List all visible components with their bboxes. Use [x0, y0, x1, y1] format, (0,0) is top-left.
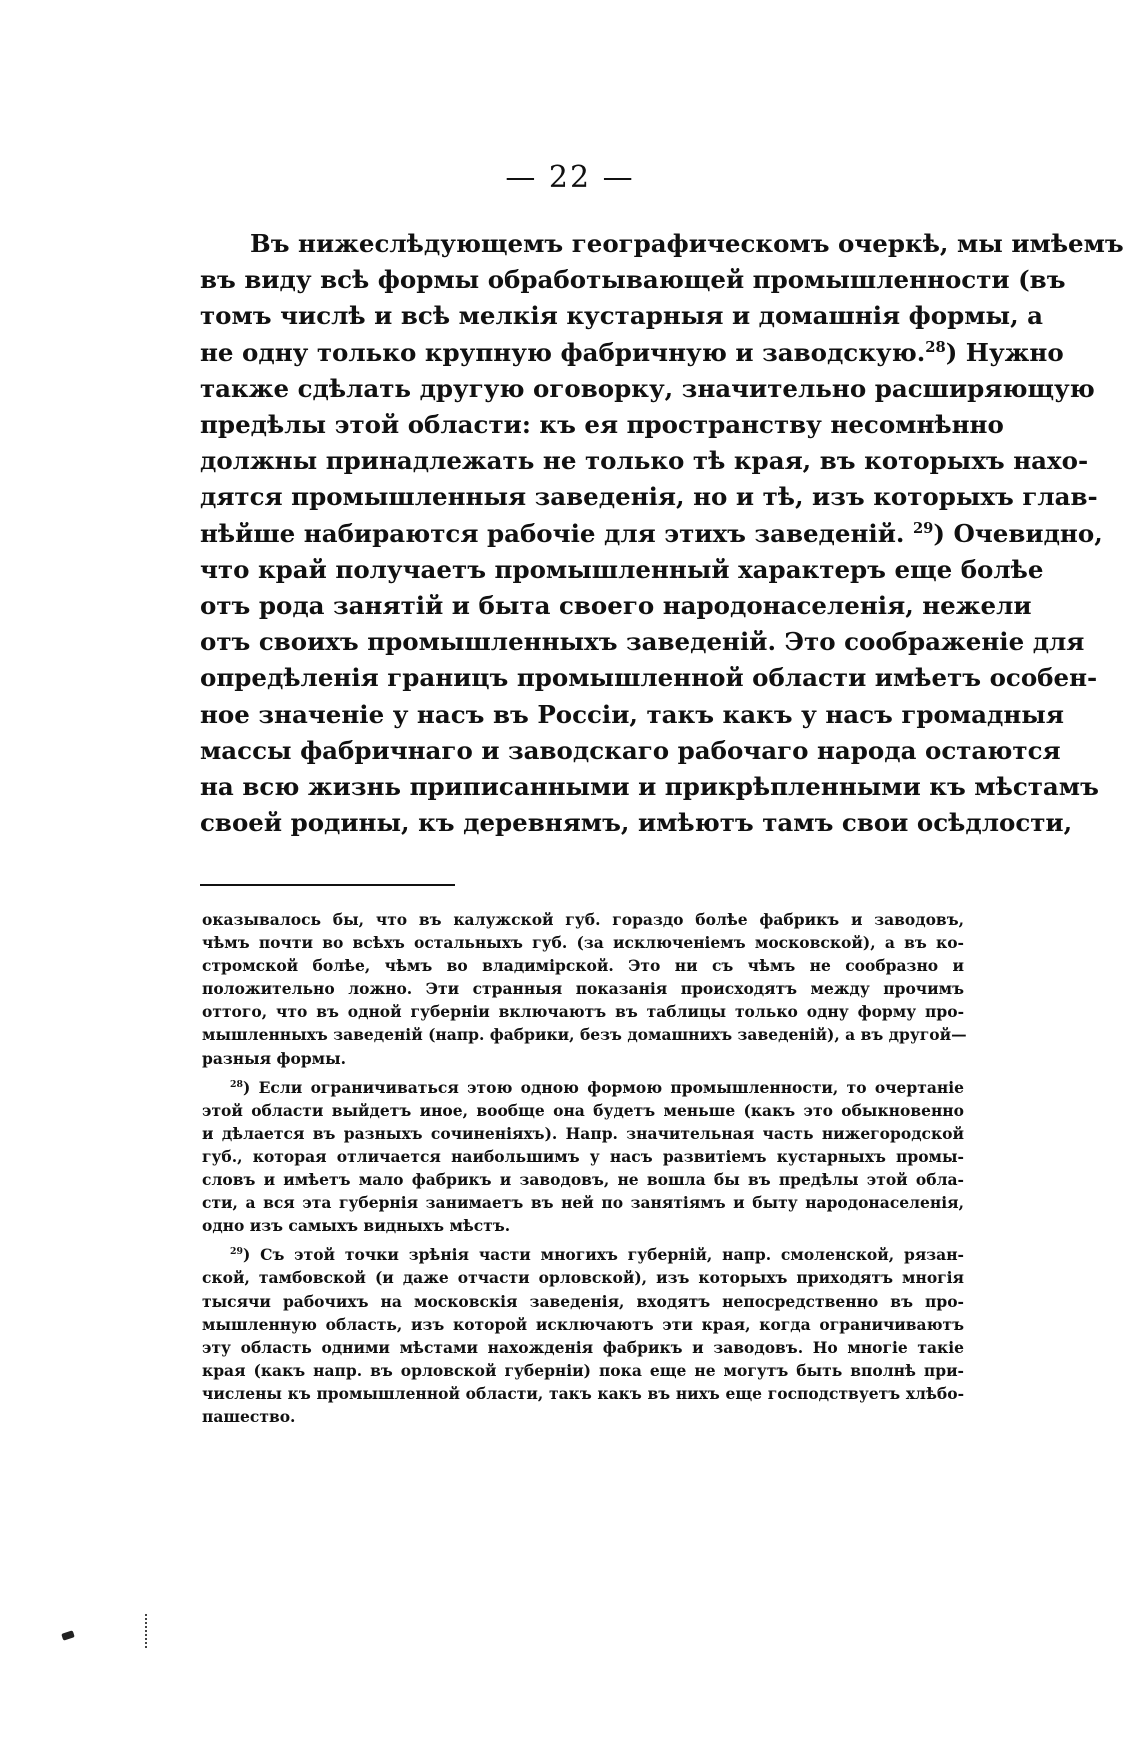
text-line: отъ рода занятій и быта своего народонаселенія, нежели	[200, 591, 1032, 621]
text-line: ное значеніе у насъ въ Россіи, такъ какъ у насъ громадныя	[200, 699, 1064, 729]
footnote-divider	[200, 884, 455, 886]
footnote-line	[202, 1076, 964, 1099]
footnote-line: этой области выйдетъ иное, вообще она будетъ меньше (какъ это обыкновенно	[202, 1100, 964, 1120]
text-line: отъ своихъ промышленныхъ заведеній. Это соображеніе для	[200, 627, 1085, 657]
footnote-line: пашество.	[202, 1406, 296, 1426]
scan-artifact	[61, 1630, 75, 1640]
footnote-marker-29: 29	[230, 1246, 243, 1258]
text-segment: не одну только крупную фабричную и заводскую.	[200, 337, 926, 367]
footnote-line: эту область одними мѣстами нахожденія фабрикъ и заводовъ. Но многіе такіе	[202, 1337, 964, 1357]
footnote-line: числены къ промышленной области, такъ какъ въ нихъ еще господствуетъ хлѣбо-	[202, 1383, 964, 1403]
page-number: — 22 —	[505, 160, 635, 195]
footnote-line: мышленную область, изъ которой исключаютъ эти края, когда ограничиваютъ	[202, 1314, 964, 1334]
footnote-line: стромской болѣе, чѣмъ во владимірской. Это ни съ чѣмъ не сообразно и	[202, 956, 964, 976]
text-line: своей родины, къ деревнямъ, имѣютъ тамъ свои осѣдлости,	[200, 808, 1073, 838]
text-line: не одну только крупную фабричную и заводскую.$^{28}$) Нужно	[200, 337, 1064, 367]
text-line: опредѣленія границъ промышленной области имѣетъ особен-	[200, 663, 1098, 693]
footnote-marker-28: 28	[230, 1078, 243, 1090]
text-line: массы фабричнаго и заводскаго рабочаго народа остаются	[200, 735, 1061, 765]
footnote-ref-29: 29	[912, 519, 934, 537]
footnote-line: оттого, что въ одной губерніи включаютъ въ таблицы только одну форму про-	[202, 1002, 964, 1022]
text-segment: ) Если ограничиваться этою одною формою промышленности, то очертаніе	[242, 1077, 964, 1097]
footnote-line: словъ и имѣетъ мало фабрикъ и заводовъ, не вошла бы въ предѣлы этой обла-	[202, 1170, 964, 1190]
text-line: томъ числѣ и всѣ мелкія кустарныя и домашнія формы, а	[200, 301, 1044, 331]
footnote-continuation	[202, 908, 967, 1070]
footnote-line: положительно ложно. Эти странныя показанія происходятъ между прочимъ	[202, 979, 964, 999]
footnote-line: губ., которая отличается наибольшимъ у насъ развитіемъ кустарныхъ промы-	[202, 1146, 964, 1166]
text-segment: Нужно	[957, 337, 1064, 367]
footnote-line: сти, а вся эта губернія занимаетъ въ ней по занятіямъ и быту народонаселенія,	[202, 1193, 964, 1213]
footnote-line: оказывалось бы, что въ калужской губ. гораздо болѣе фабрикъ и заводовъ,	[202, 910, 964, 929]
footnote-line: одно изъ самыхъ видныхъ мѣстъ.	[202, 1216, 511, 1236]
main-paragraph	[200, 226, 1124, 841]
footnote-line: и дѣлается въ разныхъ сочиненіяхъ). Напр. значительная часть нижегородской	[202, 1123, 964, 1143]
footnote-line	[202, 1243, 964, 1266]
footnote-line: мышленныхъ заведеній (напр. фабрики, безъ домашнихъ заведеній), а въ другой—	[202, 1025, 967, 1045]
text-line: что край получаетъ промышленный характеръ еще болѣе	[200, 554, 1044, 584]
text-line: предѣлы этой области: къ ея пространству несомнѣнно	[200, 410, 1004, 440]
footnote-28	[202, 1076, 964, 1238]
scan-artifact	[145, 1614, 149, 1648]
footnote-line: чѣмъ почти во всѣхъ остальныхъ губ. (за исключеніемъ московской), а въ ко-	[202, 933, 964, 953]
text-line: на всю жизнь приписанными и прикрѣпленными къ мѣстамъ	[200, 772, 1099, 802]
footnote-line: ской, тамбовской (и даже отчасти орловской), изъ которыхъ приходятъ многія	[202, 1268, 964, 1288]
footnote-line: края (какъ напр. въ орловской губерніи) пока еще не могутъ быть вполнѣ при-	[202, 1360, 964, 1380]
text-segment: нѣйше набираются рабочіе для этихъ заведеній.	[200, 518, 905, 548]
footnote-ref-28: 28	[925, 338, 946, 356]
footnotes	[202, 908, 967, 1428]
text-line: въ виду всѣ формы обработывающей промышленности (въ	[200, 265, 1066, 295]
text-line: дятся промышленныя заведенія, но и тѣ, изъ которыхъ глав-	[200, 482, 1098, 512]
text-line: Въ нижеслѣдующемъ географическомъ очеркѣ, мы имѣемъ	[250, 229, 1124, 258]
footnote-29	[202, 1243, 964, 1428]
text-line: нѣйше набираются рабочіе для этихъ заведеній. $^{29}$) Очевидно,	[200, 518, 1103, 548]
text-line: должны принадлежать не только тѣ края, въ которыхъ нахо-	[200, 446, 1089, 476]
text-segment: ) Съ этой точки зрѣнія части многихъ губерній, напр. смоленской, рязан-	[242, 1245, 964, 1265]
footnote-line: тысячи рабочихъ на московскія заведенія, входятъ непосредственно въ про-	[202, 1291, 964, 1311]
text-line: также сдѣлать другую оговорку, значительно расширяющую	[200, 373, 1095, 403]
text-segment: Очевидно,	[945, 518, 1103, 548]
footnote-line: разныя формы.	[202, 1048, 347, 1068]
